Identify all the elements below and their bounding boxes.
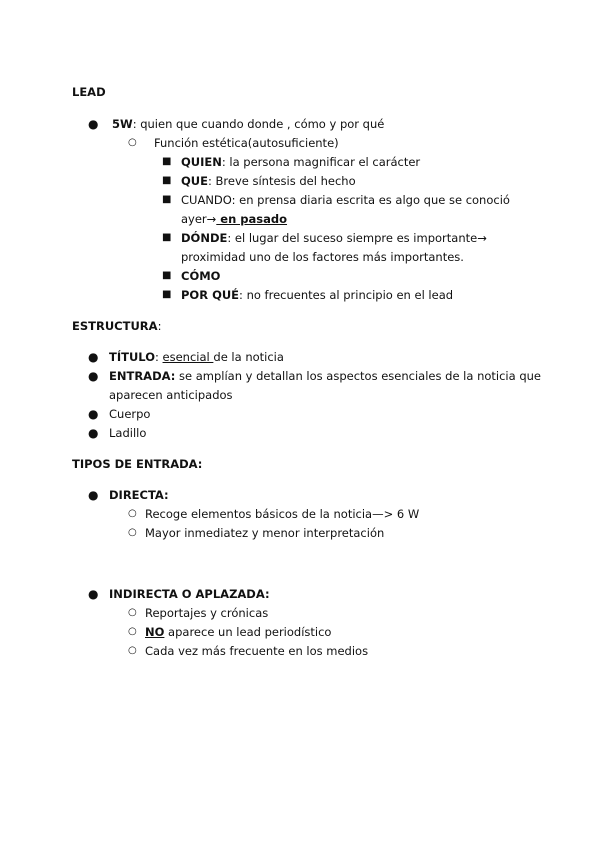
titulo-colon: : [155, 350, 163, 364]
estructura-heading [72, 318, 161, 334]
titulo-item [109, 349, 284, 365]
entrada-label: ENTRADA: [109, 369, 176, 383]
square-bullet-icon: ■ [162, 270, 172, 281]
indirecta-item1: Reportajes y crónicas [145, 606, 269, 620]
square-bullet-icon: ■ [162, 156, 172, 167]
entrada-line2: aparecen anticipados [109, 388, 233, 402]
disc-bullet-icon: ● [88, 407, 99, 421]
indirecta-item2 [145, 624, 331, 640]
disc-bullet-icon: ● [88, 587, 99, 601]
titulo-label: TÍTULO [109, 350, 155, 364]
tipos-heading: TIPOS DE ENTRADA: [72, 457, 203, 471]
porque-text: : no frecuentes al principio en el lead [239, 288, 454, 302]
entrada-item [109, 368, 541, 384]
donde-line2: proximidad uno de los factores más importantes. [181, 250, 464, 264]
quien-text: : la persona magnificar el carácter [221, 155, 421, 169]
indirecta-label: INDIRECTA O APLAZADA: [109, 587, 270, 601]
5w-label: 5W [112, 117, 133, 131]
square-bullet-icon: ■ [162, 175, 172, 186]
disc-bullet-icon: ● [88, 488, 99, 502]
entrada-text: se amplían y detallan los aspectos esenciales de la noticia que [175, 369, 541, 383]
circle-bullet-icon: ○ [128, 645, 137, 656]
circle-bullet-icon: ○ [128, 527, 137, 538]
quien-label: QUIEN [181, 155, 222, 169]
no-text: aparece un lead periodístico [164, 625, 332, 639]
que-item [181, 173, 356, 189]
cuando-line2 [181, 211, 287, 227]
circle-bullet-icon: ○ [128, 137, 137, 148]
estructura-title: ESTRUCTURA [72, 319, 158, 333]
square-bullet-icon: ■ [162, 232, 172, 243]
5w-text: : quien que cuando donde , cómo y por qué [132, 117, 385, 131]
porque-label: POR QUÉ [181, 288, 240, 302]
disc-bullet-icon: ● [88, 369, 99, 383]
disc-bullet-icon: ● [88, 117, 99, 131]
directa-item1: Recoge elementos básicos de la noticia—> 6 W [145, 507, 420, 521]
ladillo-item: Ladillo [109, 426, 147, 440]
directa-label: DIRECTA: [109, 488, 169, 502]
cuando-line1: CUANDO: en prensa diaria escrita es algo que se conoció [181, 193, 510, 207]
circle-bullet-icon: ○ [128, 508, 137, 519]
estructura-colon: : [157, 319, 162, 333]
square-bullet-icon: ■ [162, 194, 172, 205]
lead-heading: LEAD [72, 85, 106, 99]
indirecta-item3: Cada vez más frecuente en los medios [145, 644, 369, 658]
titulo-text: de la noticia [213, 350, 284, 364]
que-text: : Breve síntesis del hecho [207, 174, 356, 188]
square-bullet-icon: ■ [162, 289, 172, 300]
disc-bullet-icon: ● [88, 426, 99, 440]
titulo-esencial: esencial [162, 350, 214, 364]
directa-item2: Mayor inmediatez y menor interpretación [145, 526, 385, 540]
lead-5w-item [112, 116, 384, 132]
cuando-pasado: en pasado [216, 212, 288, 226]
como-item: CÓMO [181, 269, 221, 283]
donde-label: DÓNDE [181, 231, 228, 245]
que-label: QUE [181, 174, 208, 188]
porque-item [181, 287, 453, 303]
circle-bullet-icon: ○ [128, 626, 137, 637]
donde-text: : el lugar del suceso siempre es importante→ [227, 231, 487, 245]
cuando-ayer: ayer→ [181, 212, 217, 226]
funcion-item: Función estética(autosuficiente) [154, 136, 339, 150]
donde-item [181, 230, 487, 246]
circle-bullet-icon: ○ [128, 607, 137, 618]
quien-item [181, 154, 420, 170]
cuerpo-item: Cuerpo [109, 407, 151, 421]
no-label: NO [145, 625, 165, 639]
disc-bullet-icon: ● [88, 350, 99, 364]
